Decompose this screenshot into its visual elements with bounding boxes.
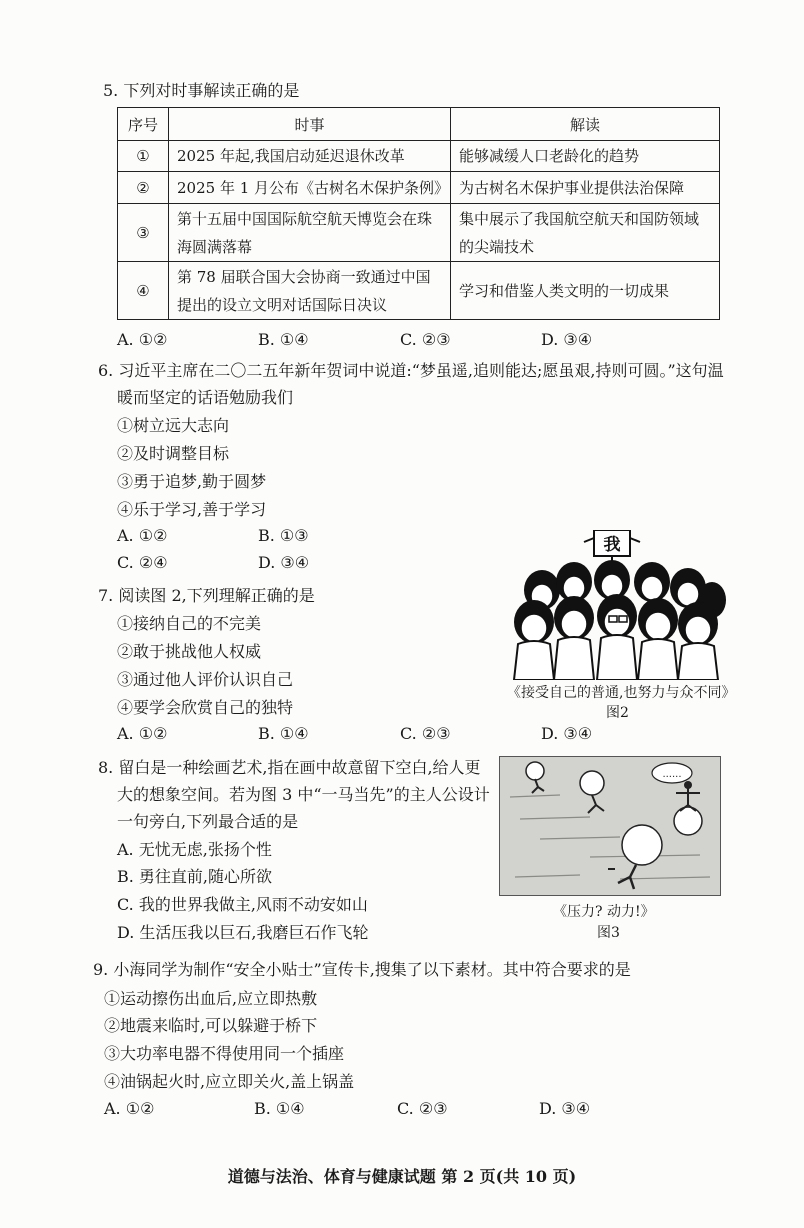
q7-option-d: D. ③④ (541, 724, 593, 743)
q7-item: ②敢于挑战他人权威 (117, 642, 262, 661)
figure-3-caption: 《压力? 动力!》 (553, 904, 655, 920)
row-event-line: 2025 年起,我国启动延迟退休改革 (177, 147, 405, 165)
q7-option-b: B. ①④ (258, 724, 309, 743)
row-num: ③ (118, 204, 169, 262)
q7-option-a: A. ①② (117, 724, 168, 743)
q6-option-c: C. ②④ (117, 553, 168, 572)
row-num: ② (118, 172, 169, 204)
q6-option-d: D. ③④ (258, 553, 310, 572)
q8-option-d: D. 生活压我以巨石,我磨巨石作飞轮 (117, 923, 369, 942)
q8-stem-line3: 一句旁白,下列最合适的是 (117, 812, 299, 831)
q6-option-b: B. ①③ (258, 526, 309, 545)
q7-item: ③通过他人评价认识自己 (117, 670, 294, 689)
q8-stem-line2: 大的想象空间。若为图 3 中“一马当先”的主人公设计 (117, 785, 490, 804)
row-event (169, 172, 451, 204)
row-interp (451, 141, 720, 172)
q6-stem-line1: 6. 习近平主席在二〇二五年新年贺词中说道:“梦虽遥,追则能达;愿虽艰,持则可圆。”这句温 (98, 361, 724, 380)
q6-option-a: A. ①② (117, 526, 168, 545)
figure-2-label: 图2 (606, 705, 629, 721)
q8-option-b: B. 勇往直前,随心所欲 (117, 867, 273, 886)
q9-item: ④油锅起火时,应立即关火,盖上锅盖 (104, 1072, 355, 1091)
table-row (118, 172, 720, 204)
q8-stem-line1: 8. 留白是一种绘画艺术,指在画中故意留下空白,给人更 (98, 758, 481, 777)
figure-3-boulder-illustration (499, 756, 721, 896)
row-interp (451, 172, 720, 204)
table-row (118, 141, 720, 172)
q6-item: ②及时调整目标 (117, 444, 230, 463)
row-event-line: 2025 年 1 月公布《古树名木保护条例》 (177, 178, 450, 197)
q8-option-a: A. 无忧无虑,张扬个性 (117, 840, 272, 859)
q9-stem: 9. 小海同学为制作“安全小贴士”宣传卡,搜集了以下素材。其中符合要求的是 (93, 960, 631, 979)
row-event (169, 204, 451, 262)
row-interp-line: 的尖端技术 (459, 237, 535, 256)
q9-item: ③大功率电器不得使用同一个插座 (104, 1044, 345, 1063)
row-interp-line: 学习和借鉴人类文明的一切成果 (459, 281, 670, 300)
table-header-row (118, 108, 720, 141)
crowd-illustration (512, 530, 726, 680)
row-interp-line: 集中展示了我国航空航天和国防领域 (459, 209, 700, 228)
q5-option-b: B. ①④ (258, 330, 309, 349)
row-interp-line: 能够减缓人口老龄化的趋势 (459, 147, 640, 165)
q9-option-b: B. ①④ (254, 1099, 305, 1118)
q5-option-a: A. ①② (117, 330, 168, 349)
row-event-line: 第 78 届联合国大会协商一致通过中国 (177, 267, 431, 286)
row-interp (451, 204, 720, 262)
q9-option-a: A. ①② (104, 1099, 155, 1118)
q5-table (117, 107, 720, 320)
row-interp-line: 为古树名木保护事业提供法治保障 (459, 178, 685, 197)
q7-option-c: C. ②③ (400, 724, 451, 743)
q5-option-c: C. ②③ (400, 330, 451, 349)
q7-stem: 7. 阅读图 2,下列理解正确的是 (98, 586, 315, 605)
page-footer: 道德与法治、体育与健康试题 第 2 页(共 10 页) (227, 1167, 577, 1186)
boulder-illustration (500, 757, 720, 895)
row-interp (451, 262, 720, 320)
q7-item: ④要学会欣赏自己的独特 (117, 698, 294, 717)
row-num: ④ (118, 262, 169, 320)
q5-stem: 5. 下列对时事解读正确的是 (103, 81, 300, 100)
row-event-line: 海圆满落幕 (177, 237, 253, 256)
q6-item: ④乐于学习,善于学习 (117, 500, 267, 519)
q9-item: ②地震来临时,可以躲避于桥下 (104, 1016, 318, 1035)
table-row (118, 204, 720, 262)
q6-stem-line2: 暖而坚定的话语勉励我们 (117, 388, 294, 407)
row-event (169, 141, 451, 172)
q8-option-c: C. 我的世界我做主,风雨不动安如山 (117, 895, 368, 914)
header-interp: 解读 (451, 108, 720, 141)
figure-2-crowd-illustration (512, 530, 726, 680)
q7-item: ①接纳自己的不完美 (117, 614, 262, 633)
q6-item: ①树立远大志向 (117, 416, 230, 435)
q6-item: ③勇于追梦,勤于圆梦 (117, 472, 267, 491)
row-event-line: 第十五届中国国际航空航天博览会在珠 (177, 209, 433, 228)
figure-2-caption: 《接受自己的普通,也努力与众不同》 (507, 685, 736, 701)
sign-text: 我 (603, 535, 621, 555)
table-row (118, 262, 720, 320)
q9-item: ①运动擦伤出血后,应立即热敷 (104, 989, 318, 1008)
row-num: ① (118, 141, 169, 172)
row-event (169, 262, 451, 320)
q5-option-d: D. ③④ (541, 330, 593, 349)
q9-option-c: C. ②③ (397, 1099, 448, 1118)
header-num: 序号 (118, 108, 169, 141)
row-event-line: 提出的设立文明对话国际日决议 (177, 295, 388, 314)
speech-bubble-text: ...... (662, 769, 682, 780)
header-event: 时事 (169, 108, 451, 141)
q9-option-d: D. ③④ (539, 1099, 591, 1118)
figure-3-label: 图3 (597, 925, 620, 941)
